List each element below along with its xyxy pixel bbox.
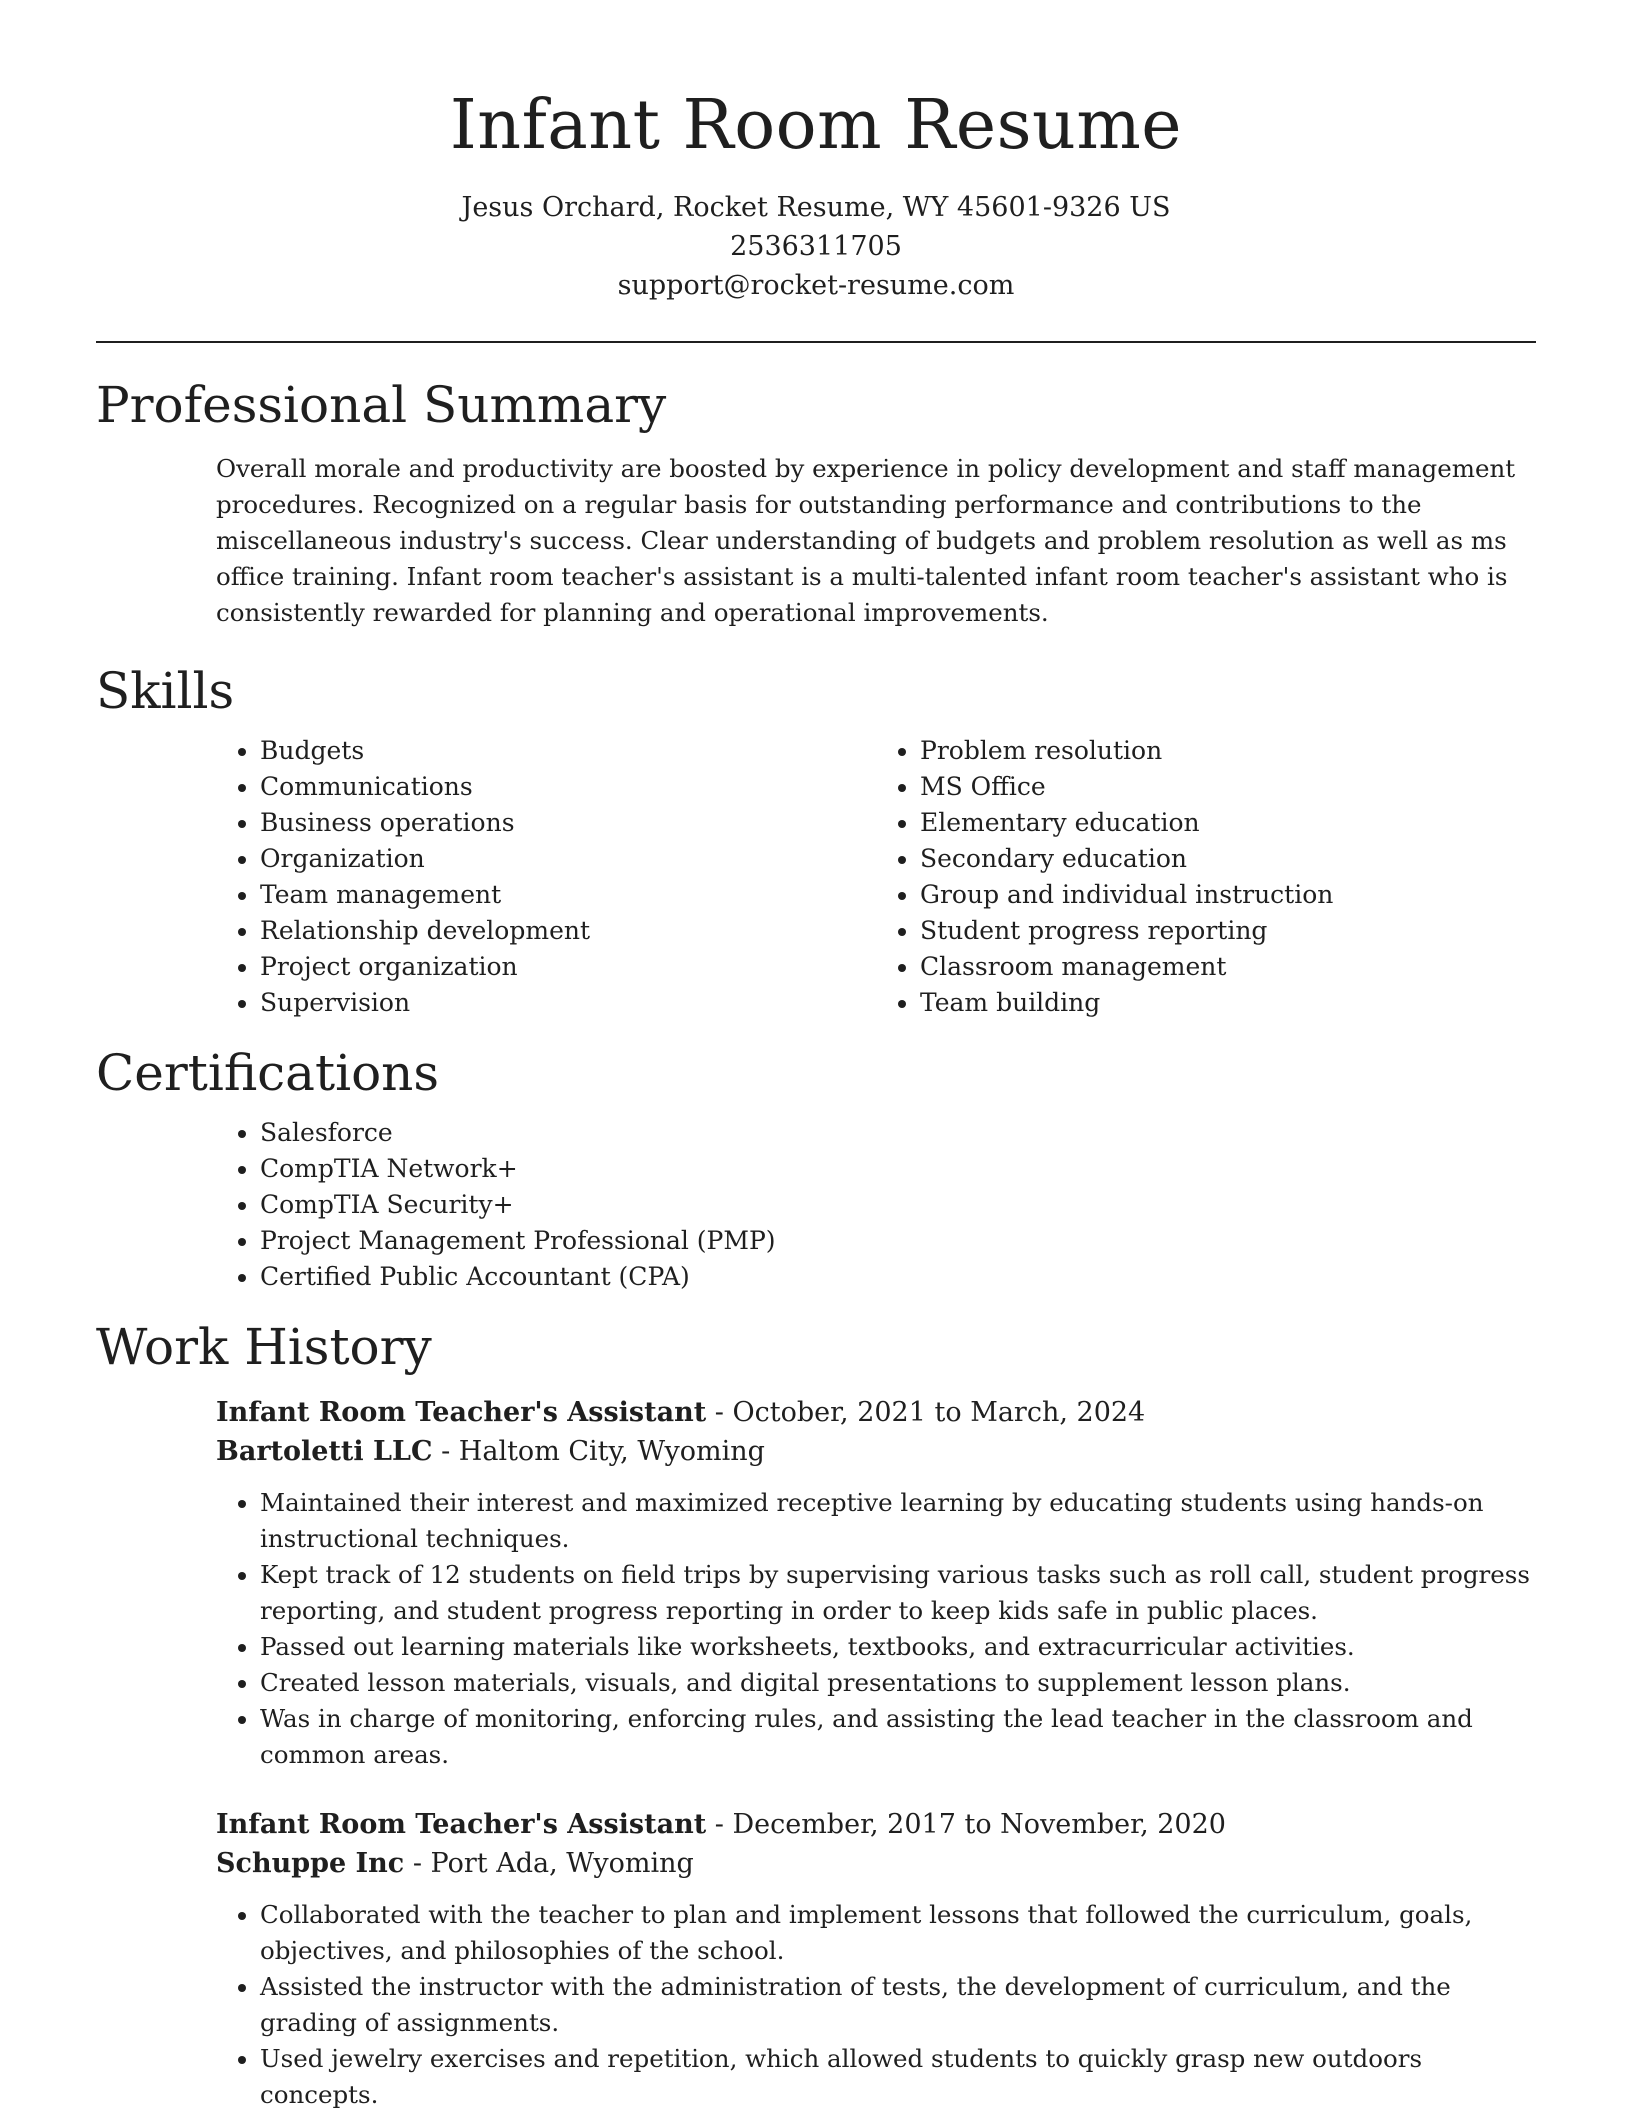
skill-item: • Elementary education [920, 805, 1536, 841]
job-company: Bartoletti LLC [216, 1436, 433, 1467]
certification-item: • CompTIA Security+ [260, 1187, 1536, 1223]
job-company-line [216, 1844, 1536, 1883]
resume-header [96, 0, 1536, 305]
certification-item: • CompTIA Network+ [260, 1151, 1536, 1187]
skill-item: • Supervision [260, 985, 876, 1021]
skill-item: • Team building [920, 985, 1536, 1021]
certification-item: • Salesforce [260, 1115, 1536, 1151]
skills-list-right [876, 733, 1536, 1021]
job-dates: - October, 2021 to March, 2024 [706, 1397, 1146, 1428]
job-bullet: • Passed out learning materials like worksheets, textbooks, and extracurricular activities. [260, 1629, 1536, 1665]
skills-list-left [216, 733, 876, 1021]
job-bullet-list [216, 1897, 1536, 2113]
job-bullet: • Kept track of 12 students on field trips by supervising various tasks such as roll call, student progress reporting, and student progress reporting in order to keep kids safe in public places. [260, 1557, 1536, 1629]
job-title: Infant Room Teacher's Assistant [216, 1809, 707, 1840]
job-entry [216, 1393, 1536, 1773]
skill-item: • MS Office [920, 769, 1536, 805]
skill-item: • Organization [260, 841, 876, 877]
certification-item: • Certified Public Accountant (CPA) [260, 1259, 1536, 1295]
work-history-heading: Work History [96, 1318, 432, 1376]
skill-item: • Communications [260, 769, 876, 805]
skill-item: • Secondary education [920, 841, 1536, 877]
contact-email: support@rocket-resume.com [617, 270, 1015, 301]
summary-heading: Professional Summary [96, 376, 667, 434]
job-location: - Haltom City, Wyoming [432, 1436, 765, 1467]
summary-text: Overall morale and productivity are boosted by experience in policy development and staff management procedures. Recognized on a regular basis for outstanding performance and contributions to the miscellaneous industry's success. Clear understanding of budgets and problem resolution as well as ms office training. Infant room teacher's assistant is a multi-talented infant room teacher's assistant who is consistently rewarded for planning and operational improvements. [216, 454, 1516, 627]
job-bullet: • Collaborated with the teacher to plan and implement lessons that followed the curriculum, goals, objectives, and philosophies of the school. [260, 1897, 1536, 1969]
job-bullet: • Maintained their interest and maximized receptive learning by educating students using hands-on instructional techniques. [260, 1485, 1536, 1557]
job-company: Schuppe Inc [216, 1848, 405, 1879]
job-entry [216, 1805, 1536, 2113]
resume-page [96, 0, 1536, 2113]
job-bullet: • Created lesson materials, visuals, and digital presentations to supplement lesson plans. [260, 1665, 1536, 1701]
job-bullet: • Assisted the instructor with the administration of tests, the development of curriculum, and the grading of assignments. [260, 1969, 1536, 2041]
resume-title: Infant Room Resume [449, 86, 1183, 165]
skills-heading: Skills [96, 662, 235, 720]
skill-item: • Team management [260, 877, 876, 913]
certifications-list [216, 1115, 1536, 1295]
certification-item: • Project Management Professional (PMP) [260, 1223, 1536, 1259]
job-dates: - December, 2017 to November, 2020 [706, 1809, 1226, 1840]
skill-item: • Business operations [260, 805, 876, 841]
contact-phone: 2536311705 [730, 231, 902, 262]
skill-item: • Classroom management [920, 949, 1536, 985]
job-location: - Port Ada, Wyoming [404, 1848, 694, 1879]
skill-item: • Budgets [260, 733, 876, 769]
skill-item: • Group and individual instruction [920, 877, 1536, 913]
skill-item: • Project organization [260, 949, 876, 985]
certifications-heading: Certifications [96, 1044, 440, 1102]
job-title-line [216, 1393, 1536, 1432]
skill-item: • Student progress reporting [920, 913, 1536, 949]
job-title-line [216, 1805, 1536, 1844]
header-divider [96, 341, 1536, 343]
job-bullet: • Was in charge of monitoring, enforcing rules, and assisting the lead teacher in the classroom and common areas. [260, 1701, 1536, 1773]
job-bullet: • Used jewelry exercises and repetition, which allowed students to quickly grasp new outdoors concepts. [260, 2041, 1536, 2113]
skill-item: • Problem resolution [920, 733, 1536, 769]
job-bullet-list [216, 1485, 1536, 1773]
skill-item: • Relationship development [260, 913, 876, 949]
skills-grid [216, 733, 1536, 1021]
job-title: Infant Room Teacher's Assistant [216, 1397, 707, 1428]
job-company-line [216, 1432, 1536, 1471]
contact-address: Jesus Orchard, Rocket Resume, WY 45601-9326 US [461, 192, 1171, 223]
